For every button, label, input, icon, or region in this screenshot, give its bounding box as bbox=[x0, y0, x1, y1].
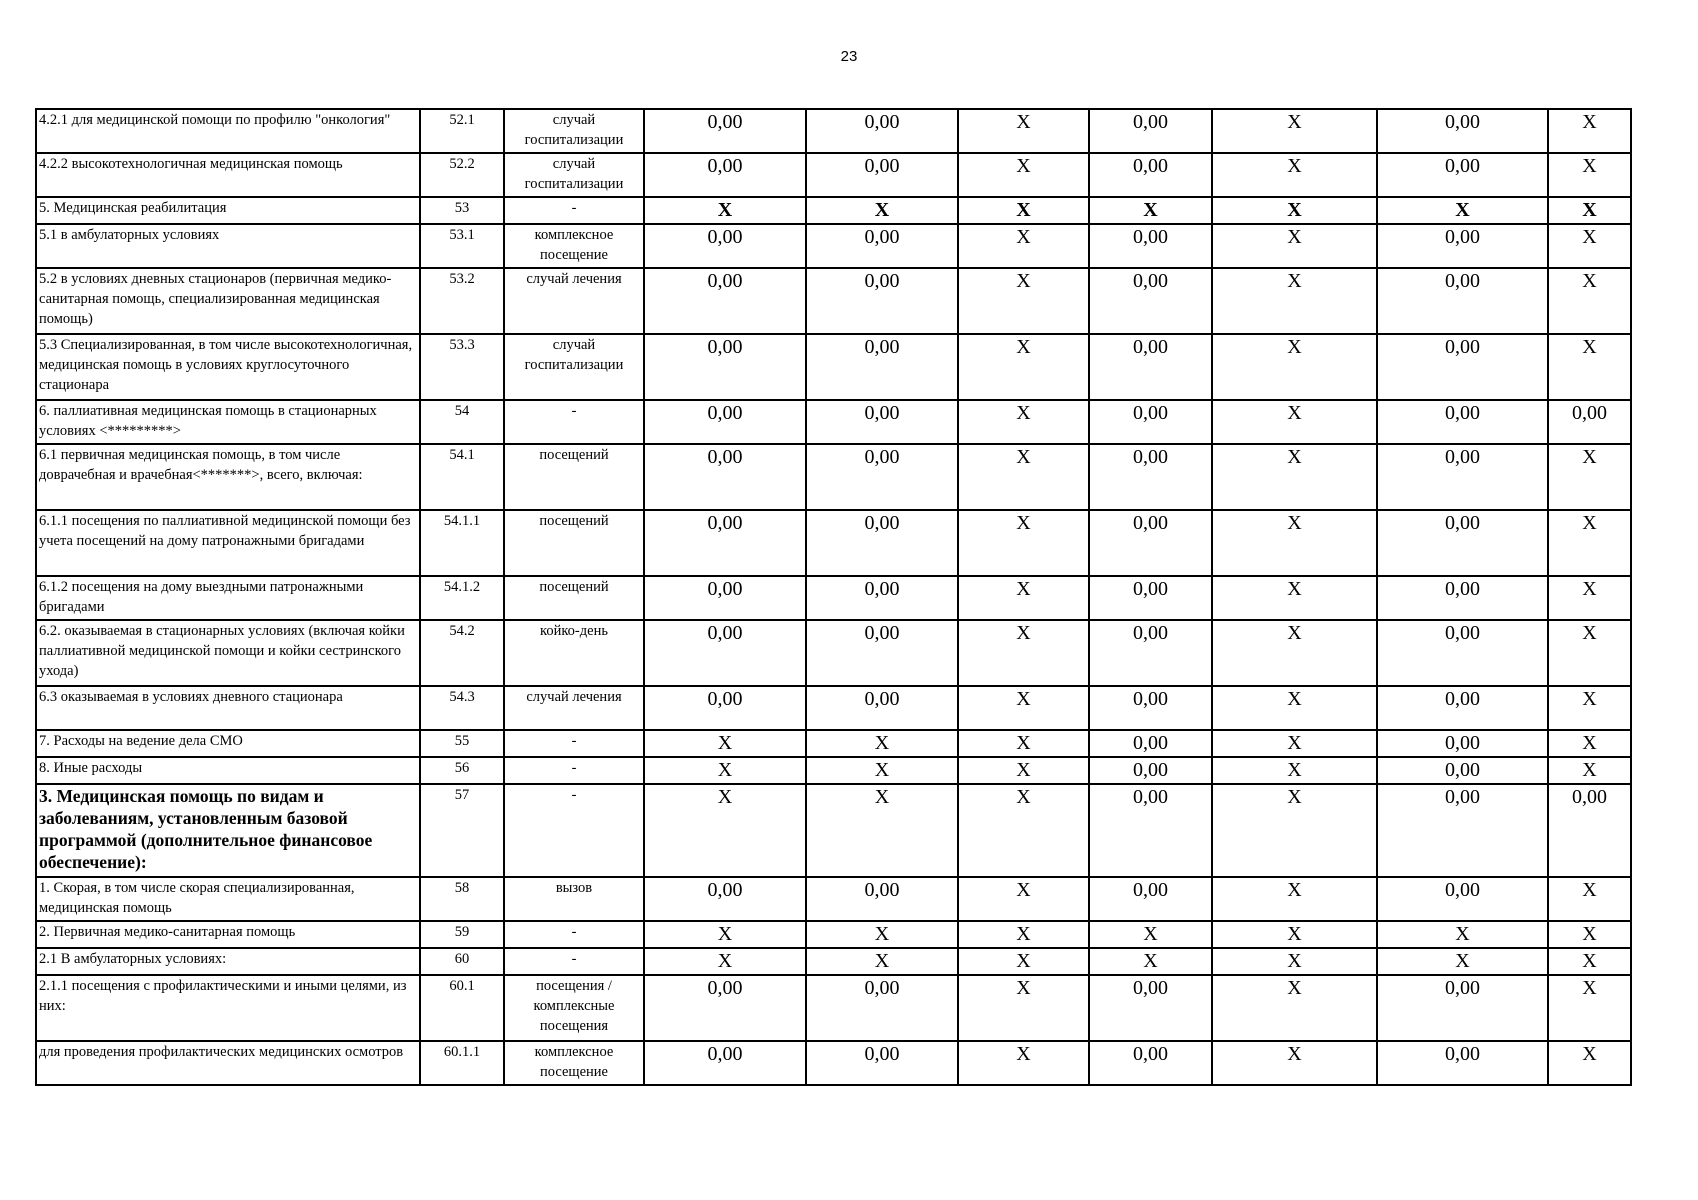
row-value-cell: Х bbox=[958, 334, 1089, 400]
row-value-cell: Х bbox=[1548, 444, 1631, 510]
row-value-cell: Х bbox=[958, 921, 1089, 948]
row-code-cell: 53.2 bbox=[420, 268, 504, 334]
row-value-cell: Х bbox=[1212, 948, 1377, 975]
table-row bbox=[36, 576, 1631, 620]
row-value-cell: Х bbox=[1212, 877, 1377, 921]
row-unit-cell: случай лечения bbox=[504, 686, 644, 730]
row-value-cell: Х bbox=[1548, 224, 1631, 268]
row-value-cell: Х bbox=[1212, 444, 1377, 510]
row-value-cell: Х bbox=[1212, 730, 1377, 757]
row-code-cell: 53 bbox=[420, 197, 504, 224]
row-value-cell: 0,00 bbox=[806, 153, 958, 197]
row-value-cell: Х bbox=[1548, 948, 1631, 975]
row-value-cell: 0,00 bbox=[644, 510, 806, 576]
row-name-cell: 5.3 Специализированная, в том числе высокотехнологичная, медицинская помощь в условиях круглосуточного стационара bbox=[36, 334, 420, 400]
row-value-cell: Х bbox=[958, 975, 1089, 1041]
row-value-cell: Х bbox=[1212, 153, 1377, 197]
row-value-cell: 0,00 bbox=[1089, 784, 1212, 877]
table-row bbox=[36, 510, 1631, 576]
row-value-cell: Х bbox=[1548, 975, 1631, 1041]
row-value-cell: Х bbox=[958, 877, 1089, 921]
row-value-cell: Х bbox=[958, 948, 1089, 975]
row-value-cell: 0,00 bbox=[644, 576, 806, 620]
table-row bbox=[36, 784, 1631, 877]
row-value-cell: Х bbox=[644, 948, 806, 975]
row-value-cell: Х bbox=[1089, 948, 1212, 975]
row-value-cell: Х bbox=[806, 784, 958, 877]
row-value-cell: Х bbox=[1548, 686, 1631, 730]
row-value-cell: 0,00 bbox=[644, 109, 806, 153]
table-row bbox=[36, 730, 1631, 757]
row-code-cell: 52.1 bbox=[420, 109, 504, 153]
row-unit-cell: случай госпитализации bbox=[504, 109, 644, 153]
row-code-cell: 54 bbox=[420, 400, 504, 444]
row-unit-cell: - bbox=[504, 197, 644, 224]
row-value-cell: Х bbox=[644, 784, 806, 877]
table-row bbox=[36, 757, 1631, 784]
row-value-cell: 0,00 bbox=[806, 620, 958, 686]
row-value-cell: 0,00 bbox=[806, 334, 958, 400]
table-row bbox=[36, 444, 1631, 510]
row-value-cell: Х bbox=[1548, 334, 1631, 400]
row-code-cell: 60 bbox=[420, 948, 504, 975]
row-value-cell: Х bbox=[1212, 510, 1377, 576]
row-value-cell: Х bbox=[958, 109, 1089, 153]
row-code-cell: 54.1 bbox=[420, 444, 504, 510]
row-code-cell: 56 bbox=[420, 757, 504, 784]
row-value-cell: 0,00 bbox=[644, 975, 806, 1041]
row-name-cell: 6.1 первичная медицинская помощь, в том числе доврачебная и врачебная<*******>, всего, включая: bbox=[36, 444, 420, 510]
row-value-cell: 0,00 bbox=[1089, 400, 1212, 444]
row-name-cell: 4.2.1 для медицинской помощи по профилю "онкология" bbox=[36, 109, 420, 153]
row-code-cell: 59 bbox=[420, 921, 504, 948]
row-unit-cell: комплексное посещение bbox=[504, 1041, 644, 1085]
cost-table bbox=[35, 108, 1632, 1086]
row-name-cell: 3. Медицинская помощь по видам и заболеваниям, установленным базовой программой (дополнительное финансовое обеспечение): bbox=[36, 784, 420, 877]
row-value-cell: Х bbox=[1548, 620, 1631, 686]
row-value-cell: Х bbox=[958, 757, 1089, 784]
row-name-cell: 5.2 в условиях дневных стационаров (первичная медико-санитарная помощь, специализированная медицинская помощь) bbox=[36, 268, 420, 334]
row-value-cell: Х bbox=[1212, 400, 1377, 444]
row-value-cell: 0,00 bbox=[806, 877, 958, 921]
row-value-cell: 0,00 bbox=[1089, 444, 1212, 510]
row-unit-cell: случай госпитализации bbox=[504, 153, 644, 197]
table-row bbox=[36, 1041, 1631, 1085]
row-value-cell: Х bbox=[1212, 784, 1377, 877]
row-value-cell: 0,00 bbox=[1377, 730, 1548, 757]
row-value-cell: Х bbox=[1212, 224, 1377, 268]
row-code-cell: 54.1.1 bbox=[420, 510, 504, 576]
table-row bbox=[36, 224, 1631, 268]
row-code-cell: 53.1 bbox=[420, 224, 504, 268]
row-value-cell: 0,00 bbox=[1089, 576, 1212, 620]
row-value-cell: 0,00 bbox=[644, 877, 806, 921]
row-code-cell: 54.2 bbox=[420, 620, 504, 686]
row-value-cell: Х bbox=[1212, 921, 1377, 948]
row-value-cell: 0,00 bbox=[1377, 334, 1548, 400]
row-unit-cell: - bbox=[504, 757, 644, 784]
row-code-cell: 57 bbox=[420, 784, 504, 877]
table-row bbox=[36, 686, 1631, 730]
row-value-cell: 0,00 bbox=[1089, 1041, 1212, 1085]
table-row bbox=[36, 334, 1631, 400]
row-name-cell: 2.1.1 посещения с профилактическими и иными целями, из них: bbox=[36, 975, 420, 1041]
row-unit-cell: случай лечения bbox=[504, 268, 644, 334]
row-value-cell: Х bbox=[1212, 268, 1377, 334]
row-unit-cell: посещения / комплексные посещения bbox=[504, 975, 644, 1041]
row-value-cell: 0,00 bbox=[644, 334, 806, 400]
row-unit-cell: койко-день bbox=[504, 620, 644, 686]
row-code-cell: 60.1 bbox=[420, 975, 504, 1041]
row-value-cell: 0,00 bbox=[1089, 730, 1212, 757]
row-value-cell: 0,00 bbox=[1377, 153, 1548, 197]
row-unit-cell: - bbox=[504, 730, 644, 757]
row-value-cell: X bbox=[1089, 197, 1212, 224]
row-value-cell: Х bbox=[1548, 877, 1631, 921]
row-value-cell: 0,00 bbox=[1377, 224, 1548, 268]
row-unit-cell: вызов bbox=[504, 877, 644, 921]
row-value-cell: 0,00 bbox=[1089, 620, 1212, 686]
row-name-cell: 6.2. оказываемая в стационарных условиях (включая койки паллиативной медицинской помощи и койки сестринского ухода) bbox=[36, 620, 420, 686]
row-value-cell: 0,00 bbox=[806, 576, 958, 620]
row-value-cell: 0,00 bbox=[1377, 686, 1548, 730]
row-unit-cell: - bbox=[504, 948, 644, 975]
row-value-cell: 0,00 bbox=[1089, 686, 1212, 730]
row-value-cell: X bbox=[644, 197, 806, 224]
row-value-cell: Х bbox=[806, 921, 958, 948]
row-value-cell: 0,00 bbox=[644, 400, 806, 444]
row-value-cell: Х bbox=[1548, 268, 1631, 334]
row-value-cell: Х bbox=[1548, 510, 1631, 576]
row-value-cell: Х bbox=[958, 784, 1089, 877]
row-value-cell: 0,00 bbox=[806, 444, 958, 510]
row-value-cell: Х bbox=[1548, 153, 1631, 197]
row-value-cell: X bbox=[806, 197, 958, 224]
row-value-cell: 0,00 bbox=[806, 975, 958, 1041]
row-value-cell: Х bbox=[958, 268, 1089, 334]
row-value-cell: 0,00 bbox=[1377, 1041, 1548, 1085]
row-value-cell: Х bbox=[958, 730, 1089, 757]
row-unit-cell: - bbox=[504, 400, 644, 444]
row-value-cell: X bbox=[958, 197, 1089, 224]
row-value-cell: Х bbox=[958, 444, 1089, 510]
row-value-cell: Х bbox=[1548, 109, 1631, 153]
row-value-cell: Х bbox=[1212, 620, 1377, 686]
row-value-cell: 0,00 bbox=[1089, 334, 1212, 400]
row-value-cell: Х bbox=[1212, 334, 1377, 400]
row-value-cell: 0,00 bbox=[1377, 784, 1548, 877]
row-value-cell: Х bbox=[644, 757, 806, 784]
row-value-cell: 0,00 bbox=[1089, 757, 1212, 784]
row-value-cell: 0,00 bbox=[806, 224, 958, 268]
row-value-cell: 0,00 bbox=[1089, 224, 1212, 268]
row-value-cell: Х bbox=[806, 730, 958, 757]
row-value-cell: Х bbox=[1212, 109, 1377, 153]
row-value-cell: Х bbox=[958, 620, 1089, 686]
row-value-cell: 0,00 bbox=[806, 686, 958, 730]
row-name-cell: 6. паллиативная медицинская помощь в стационарных условиях <*********> bbox=[36, 400, 420, 444]
row-value-cell: 0,00 bbox=[644, 1041, 806, 1085]
row-value-cell: 0,00 bbox=[1377, 576, 1548, 620]
row-value-cell: 0,00 bbox=[1089, 153, 1212, 197]
row-code-cell: 60.1.1 bbox=[420, 1041, 504, 1085]
row-value-cell: Х bbox=[1377, 948, 1548, 975]
page-number: 23 bbox=[840, 48, 858, 65]
row-value-cell: X bbox=[1212, 197, 1377, 224]
row-value-cell: Х bbox=[958, 576, 1089, 620]
row-value-cell: Х bbox=[1212, 757, 1377, 784]
row-value-cell: 0,00 bbox=[1377, 268, 1548, 334]
row-value-cell: 0,00 bbox=[1377, 444, 1548, 510]
row-code-cell: 54.3 bbox=[420, 686, 504, 730]
row-name-cell: 5. Медицинская реабилитация bbox=[36, 197, 420, 224]
row-value-cell: 0,00 bbox=[1089, 268, 1212, 334]
row-value-cell: X bbox=[1377, 197, 1548, 224]
row-value-cell: Х bbox=[806, 948, 958, 975]
row-value-cell: 0,00 bbox=[1548, 400, 1631, 444]
table-row bbox=[36, 197, 1631, 224]
row-name-cell: 4.2.2 высокотехнологичная медицинская помощь bbox=[36, 153, 420, 197]
row-value-cell: Х bbox=[1548, 757, 1631, 784]
row-value-cell: 0,00 bbox=[1377, 757, 1548, 784]
row-name-cell: 2.1 В амбулаторных условиях: bbox=[36, 948, 420, 975]
row-value-cell: Х bbox=[958, 686, 1089, 730]
row-value-cell: Х bbox=[958, 224, 1089, 268]
row-value-cell: 0,00 bbox=[644, 224, 806, 268]
row-value-cell: 0,00 bbox=[644, 620, 806, 686]
row-value-cell: Х bbox=[1212, 576, 1377, 620]
row-name-cell: 6.1.2 посещения на дому выездными патронажными бригадами bbox=[36, 576, 420, 620]
row-value-cell: 0,00 bbox=[1377, 877, 1548, 921]
row-unit-cell: посещений bbox=[504, 576, 644, 620]
row-value-cell: Х bbox=[1548, 730, 1631, 757]
row-value-cell: 0,00 bbox=[1377, 400, 1548, 444]
row-name-cell: 5.1 в амбулаторных условиях bbox=[36, 224, 420, 268]
row-value-cell: Х bbox=[1089, 921, 1212, 948]
row-value-cell: 0,00 bbox=[1377, 510, 1548, 576]
row-value-cell: Х bbox=[1548, 576, 1631, 620]
table-row bbox=[36, 109, 1631, 153]
row-unit-cell: посещений bbox=[504, 510, 644, 576]
row-value-cell: 0,00 bbox=[644, 153, 806, 197]
row-value-cell: Х bbox=[1212, 975, 1377, 1041]
row-code-cell: 52.2 bbox=[420, 153, 504, 197]
row-value-cell: Х bbox=[806, 757, 958, 784]
row-name-cell: 8. Иные расходы bbox=[36, 757, 420, 784]
row-name-cell: 6.1.1 посещения по паллиативной медицинской помощи без учета посещений на дому патронажными бригадами bbox=[36, 510, 420, 576]
row-value-cell: Х bbox=[1212, 686, 1377, 730]
row-value-cell: 0,00 bbox=[1089, 109, 1212, 153]
table-row bbox=[36, 948, 1631, 975]
row-value-cell: Х bbox=[958, 153, 1089, 197]
row-name-cell: для проведения профилактических медицинских осмотров bbox=[36, 1041, 420, 1085]
row-value-cell: 0,00 bbox=[644, 444, 806, 510]
row-value-cell: Х bbox=[958, 1041, 1089, 1085]
table-row bbox=[36, 400, 1631, 444]
row-unit-cell: - bbox=[504, 921, 644, 948]
row-value-cell: Х bbox=[644, 730, 806, 757]
table-row bbox=[36, 975, 1631, 1041]
row-value-cell: 0,00 bbox=[644, 686, 806, 730]
row-unit-cell: посещений bbox=[504, 444, 644, 510]
row-name-cell: 1. Скорая, в том числе скорая специализированная, медицинская помощь bbox=[36, 877, 420, 921]
row-code-cell: 55 bbox=[420, 730, 504, 757]
table-row bbox=[36, 877, 1631, 921]
row-code-cell: 53.3 bbox=[420, 334, 504, 400]
row-value-cell: 0,00 bbox=[806, 400, 958, 444]
row-value-cell: 0,00 bbox=[644, 268, 806, 334]
row-value-cell: 0,00 bbox=[806, 510, 958, 576]
row-value-cell: X bbox=[1548, 197, 1631, 224]
row-value-cell: Х bbox=[1212, 1041, 1377, 1085]
row-value-cell: Х bbox=[958, 510, 1089, 576]
row-value-cell: Х bbox=[958, 400, 1089, 444]
row-value-cell: 0,00 bbox=[1377, 975, 1548, 1041]
row-value-cell: Х bbox=[1377, 921, 1548, 948]
row-value-cell: Х bbox=[644, 921, 806, 948]
table-row bbox=[36, 620, 1631, 686]
row-name-cell: 7. Расходы на ведение дела СМО bbox=[36, 730, 420, 757]
table-row bbox=[36, 268, 1631, 334]
row-value-cell: 0,00 bbox=[806, 268, 958, 334]
row-value-cell: 0,00 bbox=[1089, 510, 1212, 576]
table-row bbox=[36, 153, 1631, 197]
row-unit-cell: случай госпитализации bbox=[504, 334, 644, 400]
row-value-cell: 0,00 bbox=[806, 1041, 958, 1085]
row-unit-cell: - bbox=[504, 784, 644, 877]
row-value-cell: 0,00 bbox=[806, 109, 958, 153]
row-value-cell: Х bbox=[1548, 921, 1631, 948]
row-value-cell: 0,00 bbox=[1089, 877, 1212, 921]
row-value-cell: 0,00 bbox=[1377, 109, 1548, 153]
row-value-cell: 0,00 bbox=[1089, 975, 1212, 1041]
row-unit-cell: комплексное посещение bbox=[504, 224, 644, 268]
table-row bbox=[36, 921, 1631, 948]
row-value-cell: Х bbox=[1548, 1041, 1631, 1085]
row-code-cell: 58 bbox=[420, 877, 504, 921]
row-name-cell: 6.3 оказываемая в условиях дневного стационара bbox=[36, 686, 420, 730]
row-code-cell: 54.1.2 bbox=[420, 576, 504, 620]
row-name-cell: 2. Первичная медико-санитарная помощь bbox=[36, 921, 420, 948]
row-value-cell: 0,00 bbox=[1548, 784, 1631, 877]
row-value-cell: 0,00 bbox=[1377, 620, 1548, 686]
